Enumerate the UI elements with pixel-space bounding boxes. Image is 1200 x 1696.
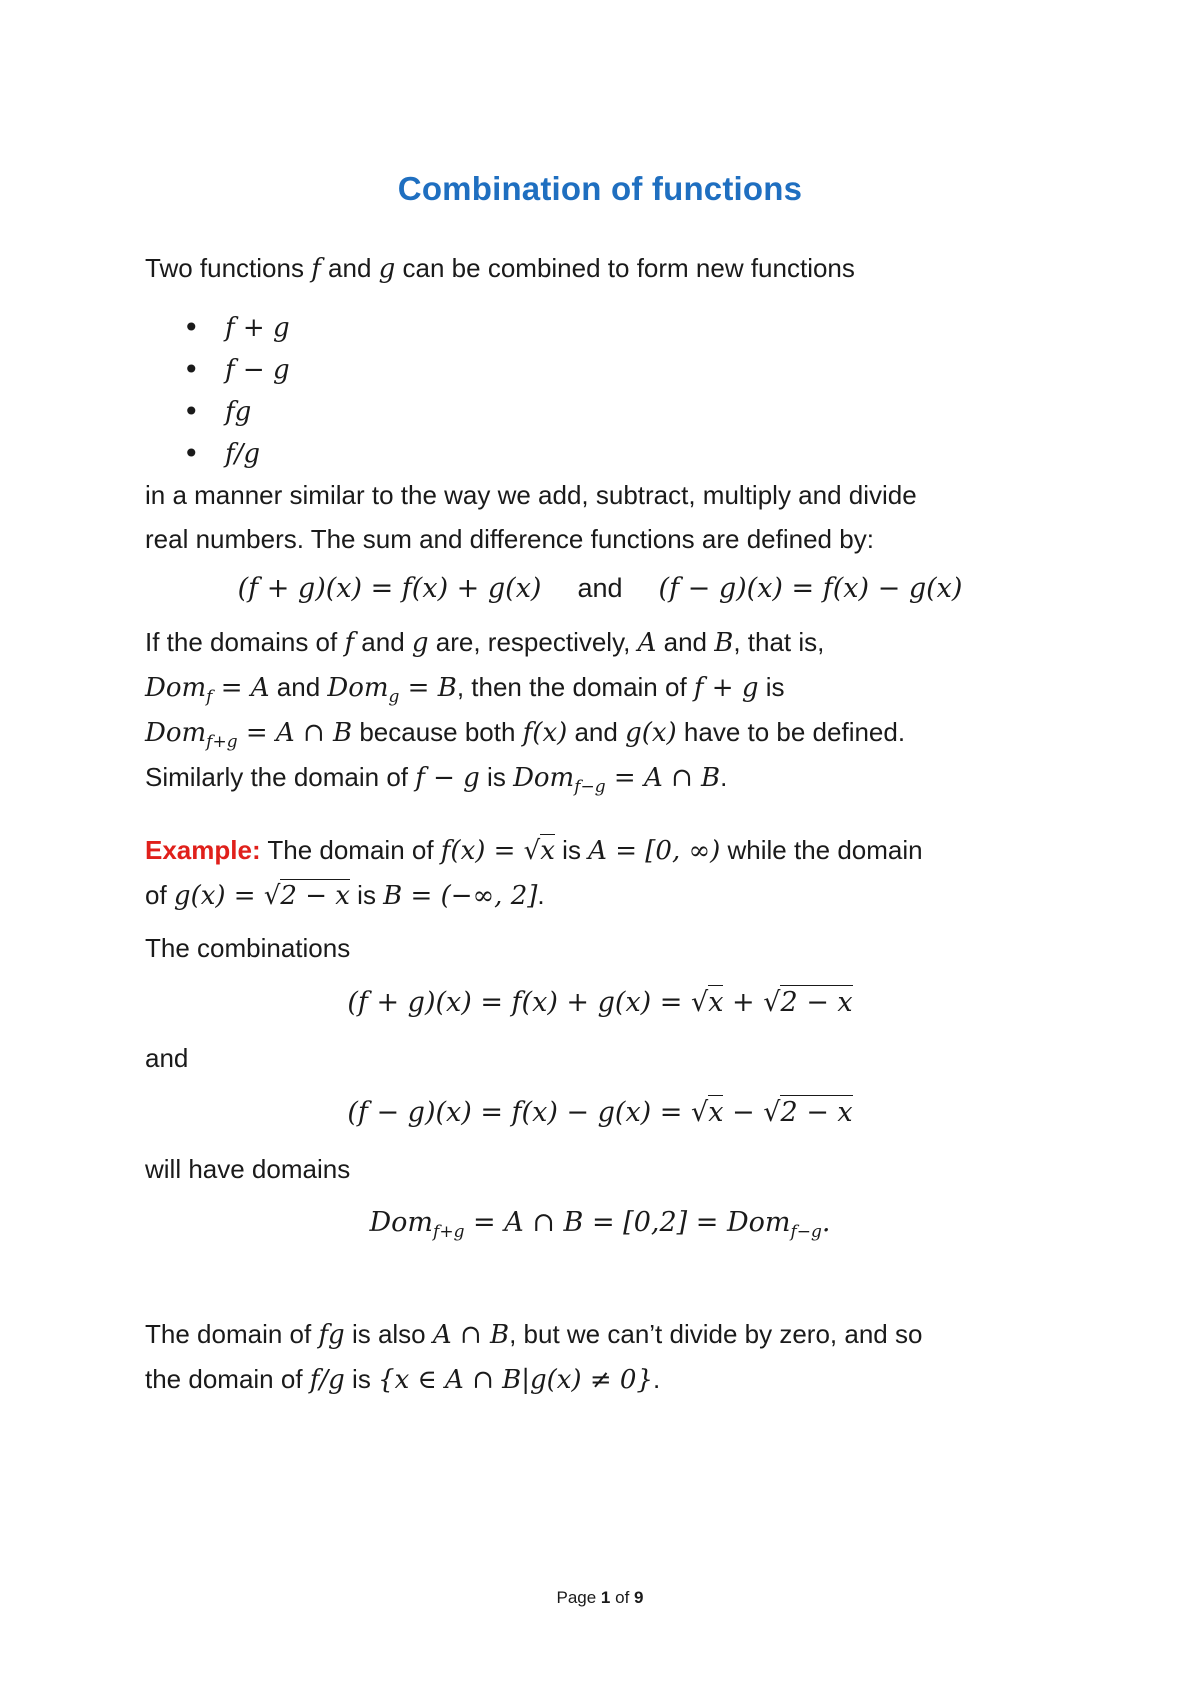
math: B = (−∞, 2]: [383, 881, 538, 911]
text: is: [479, 762, 514, 792]
text: Similarly the domain of: [145, 762, 416, 792]
text: the domain of: [145, 1364, 310, 1394]
math: (f + g)(x) = f(x) + g(x) = √: [347, 987, 709, 1018]
math: g: [388, 687, 400, 707]
footer-page-label: Page: [556, 1588, 597, 1607]
math: g: [411, 628, 429, 658]
footer-of: of: [615, 1588, 630, 1607]
text: is also: [344, 1319, 433, 1349]
math: − √: [723, 1097, 781, 1128]
list-item: • f + g: [183, 308, 290, 350]
math: f+g: [206, 732, 238, 752]
difference-combination-equation: [0, 1090, 1200, 1135]
math: = B: [399, 673, 457, 703]
math-radicand: x: [708, 1097, 724, 1128]
text: and: [656, 627, 715, 657]
text: is: [758, 672, 785, 702]
math: g(x) = √: [173, 881, 281, 911]
math: Dom: [145, 718, 207, 748]
math-radicand: 2 − x: [780, 987, 853, 1018]
combination-list: [183, 308, 290, 476]
text: can be combined to form new functions: [395, 253, 855, 283]
text: and: [567, 717, 626, 747]
math: = A ∩ B: [237, 718, 353, 748]
closing-paragraph: [145, 1312, 1065, 1402]
text: in a manner similar to the way we add, subtract, multiply and divide: [145, 480, 917, 510]
math: f+g: [433, 1222, 465, 1242]
domain-paragraph: [145, 620, 1065, 800]
paragraph-manner: [145, 473, 1065, 561]
math: f − g: [415, 763, 480, 793]
math: .: [821, 1207, 831, 1238]
math: + √: [723, 987, 781, 1018]
math: Dom: [145, 673, 207, 703]
difference-equation: (f − g)(x) = f(x) − g(x): [658, 573, 963, 604]
text: , but we can’t divide by zero, and so: [509, 1319, 923, 1349]
text: are, respectively,: [428, 627, 638, 657]
page-footer: [0, 1588, 1200, 1608]
text: real numbers. The sum and difference functions are defined by:: [145, 524, 874, 554]
math: = A ∩ B = [0,2] =: [464, 1207, 727, 1238]
math: = A ∩ B: [605, 763, 721, 793]
math: f/g: [309, 1365, 345, 1395]
text: because both: [352, 717, 523, 747]
math: f−g: [574, 777, 606, 797]
math: Dom: [327, 673, 389, 703]
math: Dom: [513, 763, 575, 793]
math-radicand: x: [708, 987, 724, 1018]
math: f: [206, 687, 213, 707]
math: (f − g)(x) = f(x) − g(x) = √: [347, 1097, 709, 1128]
math: {x ∈ A ∩ B|g(x) ≠ 0}: [378, 1365, 653, 1395]
and-text: and: [145, 1043, 189, 1073]
text: .: [537, 880, 545, 910]
domain-equation: [0, 1200, 1200, 1245]
math: B: [714, 628, 734, 658]
text: If the domains of: [145, 627, 345, 657]
text: .: [652, 1364, 661, 1394]
text: and: [320, 253, 379, 283]
text: have to be defined.: [676, 717, 906, 747]
text: while the domain: [720, 835, 923, 865]
list-item: • f/g: [183, 434, 290, 476]
math-g: g: [378, 254, 396, 284]
sum-combination-equation: [0, 980, 1200, 1025]
text: and: [577, 573, 623, 603]
intro-paragraph: [145, 246, 1065, 291]
will-have-domains-text: will have domains: [145, 1154, 351, 1184]
text: , then the domain of: [456, 672, 694, 702]
math: f: [344, 628, 355, 658]
math: Dom: [726, 1207, 791, 1238]
math-radicand: 2 − x: [280, 881, 350, 911]
text: The domain of: [260, 835, 441, 865]
math: = A: [212, 673, 270, 703]
sum-equation: (f + g)(x) = f(x) + g(x): [237, 573, 542, 604]
example-label: Example:: [145, 835, 261, 865]
text: .: [720, 762, 728, 792]
definition-equations: [0, 566, 1200, 611]
text: of: [145, 880, 174, 910]
text: is: [554, 835, 589, 865]
math: A ∩ B: [432, 1320, 510, 1350]
text: , that is,: [733, 627, 825, 657]
math: f(x) = √: [440, 836, 541, 866]
text: is: [349, 880, 384, 910]
text: Two functions: [145, 253, 312, 283]
math: fg: [318, 1320, 345, 1350]
combinations-intro: The combinations: [145, 933, 351, 963]
math: f−g: [790, 1222, 822, 1242]
math-radicand: x: [540, 836, 555, 866]
list-item: • f − g: [183, 350, 290, 392]
math: Dom: [369, 1207, 434, 1238]
math: A = [0, ∞): [588, 836, 721, 866]
text: and: [269, 672, 328, 702]
text: The domain of: [145, 1319, 319, 1349]
math: A: [637, 628, 657, 658]
math: f + g: [693, 673, 759, 703]
math-radicand: 2 − x: [780, 1097, 853, 1128]
math-f: f: [311, 254, 321, 284]
list-item: • fg: [183, 392, 290, 434]
math: f(x): [522, 718, 568, 748]
text: and: [354, 627, 412, 657]
page-total: 9: [634, 1588, 644, 1607]
page-title: Combination of functions: [397, 170, 803, 208]
example-paragraph: [145, 828, 1065, 918]
text: is: [344, 1364, 379, 1394]
page-number: 1: [600, 1588, 611, 1607]
math: g(x): [625, 718, 677, 748]
